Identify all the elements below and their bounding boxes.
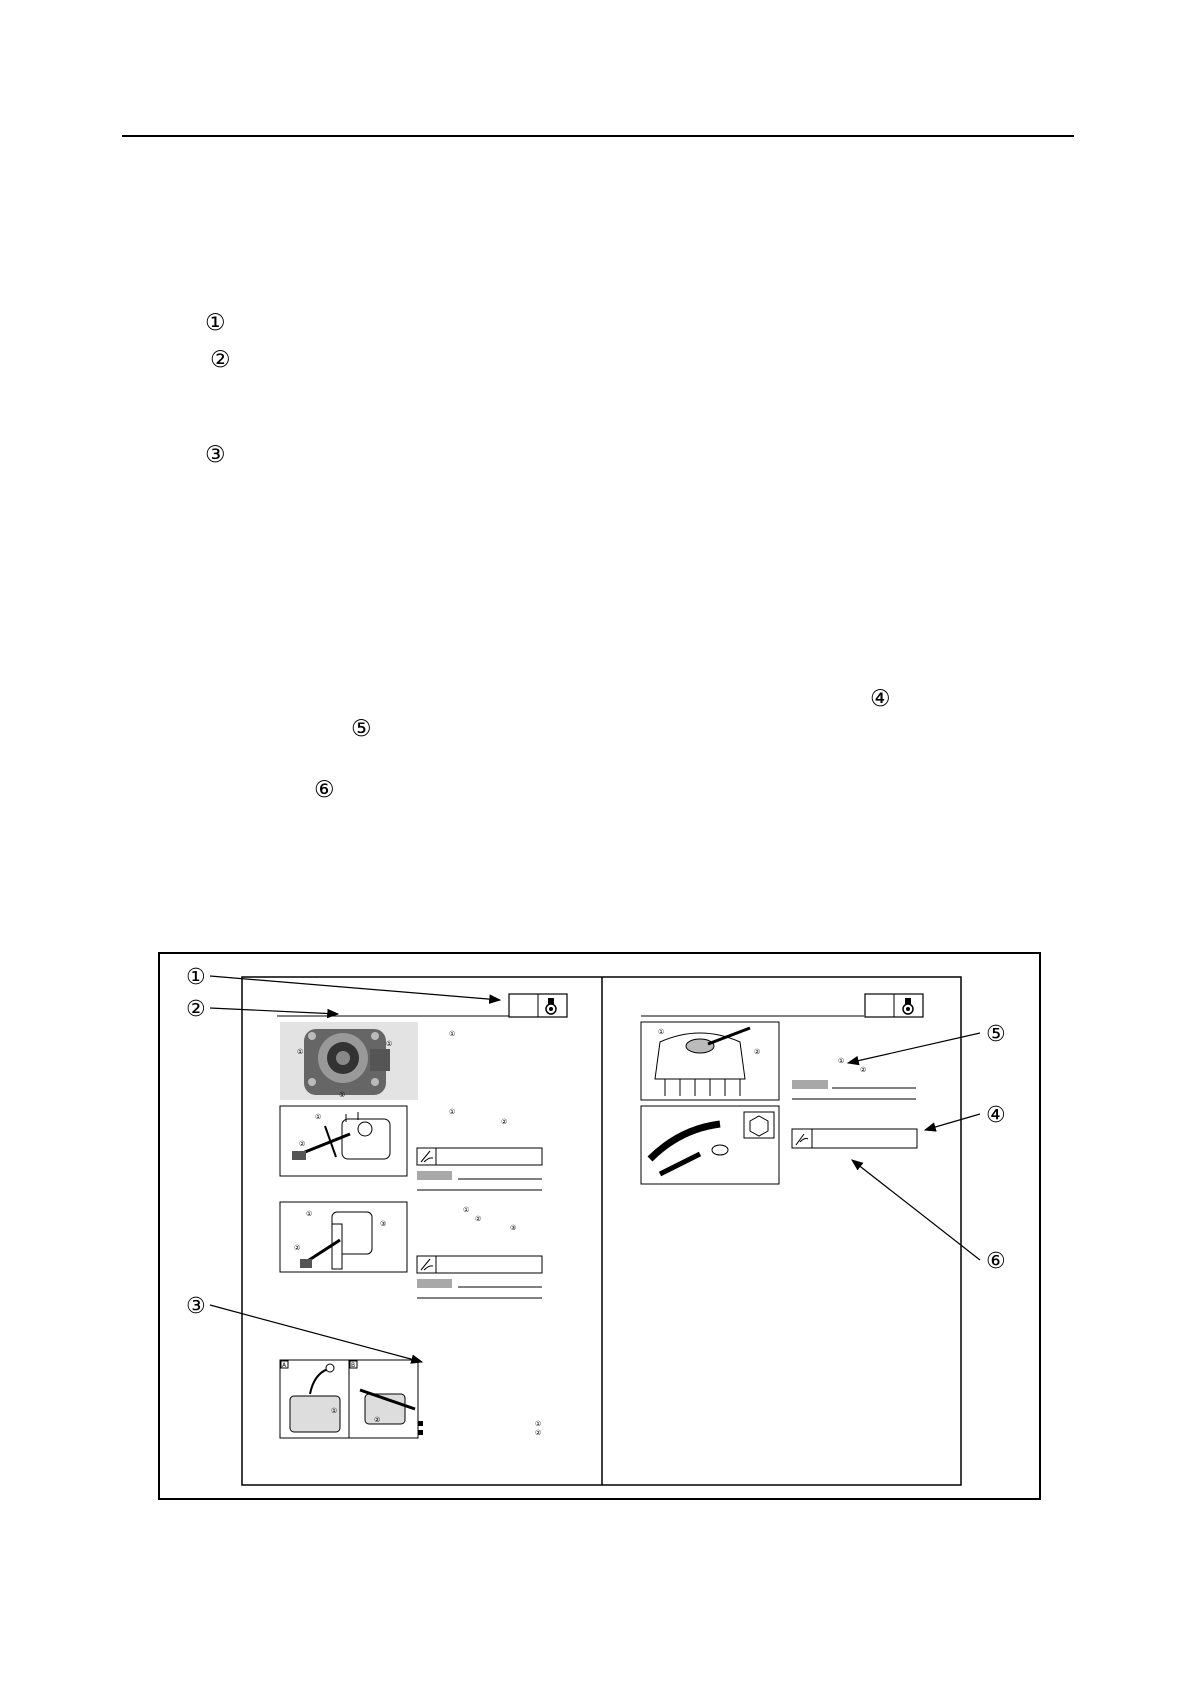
text-marker-5: ⑤ <box>351 716 372 742</box>
seat-label-2: ② <box>754 1048 761 1056</box>
drawing-valve-removal <box>280 1202 407 1272</box>
text-marker-3: ③ <box>205 442 226 468</box>
text-marker-6: ⑥ <box>314 777 335 803</box>
legend-ref-2: ② <box>535 1429 542 1437</box>
tool2-label-3: ③ <box>380 1220 387 1228</box>
legend-ref-1: ① <box>535 1420 542 1428</box>
lap-label-2: ② <box>374 1416 381 1424</box>
lap-label-1: ① <box>331 1407 338 1415</box>
text-marker-4: ④ <box>870 686 891 712</box>
text-ref-2: ② <box>501 1118 508 1126</box>
step-letter-a: A <box>282 1362 287 1369</box>
callout-2: ② <box>186 997 206 1022</box>
text-ref-1b: ① <box>449 1108 456 1116</box>
text-ref-r1: ① <box>838 1057 845 1065</box>
text-ref-1: ① <box>449 1030 456 1038</box>
drawing-lapping-steps <box>280 1360 418 1438</box>
sample-page-figure <box>158 952 1041 1500</box>
photo1-label-1a: ① <box>297 1048 304 1056</box>
right-header-icon-box <box>865 994 923 1017</box>
callout-6: ⑥ <box>986 1249 1006 1274</box>
callout-5: ⑤ <box>986 1022 1006 1047</box>
text-ref-3: ③ <box>510 1224 517 1232</box>
sample-page-diagram <box>160 954 1039 1498</box>
note-box-1 <box>417 1148 542 1190</box>
tool1-label-1: ① <box>315 1113 322 1121</box>
text-marker-1: ① <box>205 310 226 336</box>
callout-3: ③ <box>186 1294 206 1319</box>
step-letter-b: B <box>351 1362 356 1369</box>
legend-square-a <box>418 1421 423 1426</box>
text-ref-1c: ① <box>463 1206 470 1214</box>
text-ref-2b: ② <box>475 1215 482 1223</box>
photo1-label-1c: ① <box>339 1091 346 1099</box>
note-box-2 <box>417 1256 542 1298</box>
tool2-label-1: ① <box>306 1210 313 1218</box>
photo1-label-1b: ① <box>386 1040 393 1048</box>
tool1-label-2: ② <box>299 1140 306 1148</box>
warning-box <box>792 1129 917 1148</box>
header-rule <box>122 135 1074 137</box>
photo-cylinder-head-top <box>280 1022 418 1100</box>
text-marker-2: ② <box>210 347 231 373</box>
callout-4: ④ <box>986 1103 1006 1128</box>
seat-label-1: ① <box>658 1028 665 1036</box>
callout-1: ① <box>186 965 206 990</box>
left-header-icon-box <box>509 994 567 1017</box>
tool2-label-2: ② <box>294 1244 301 1252</box>
drawing-seat-cutter <box>641 1106 779 1184</box>
legend-square-b <box>418 1430 423 1435</box>
text-ref-r2: ② <box>860 1066 867 1074</box>
note-tag-right <box>792 1080 828 1089</box>
